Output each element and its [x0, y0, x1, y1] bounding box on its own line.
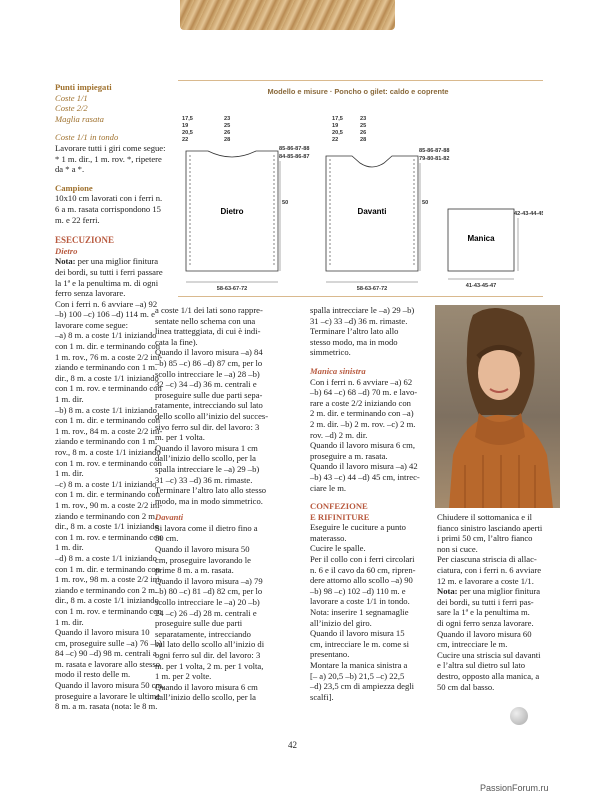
- dietro-side-top: 85-86-87-88: [279, 146, 310, 152]
- dietro-side-top2: 84-85-86-87: [279, 154, 310, 160]
- dietro-label: Dietro: [220, 207, 244, 216]
- column-2: [155, 305, 300, 703]
- nota-paragraph: [55, 256, 175, 298]
- confezione-body: Eseguire le cuciture a punto materasso. Cucire le spalle. Per il collo con i ferri circolari n. 6 e il cavo da 60 cm, ripren- dere attorno allo scollo –a) 90 –b) 98 –c) 102 –d) 110 m. e lavorare a coste 1/1 in tondo. Nota: inserire 1 segnamaglie all’inizio del giro. Quando il lavoro misura 15 cm, intrecciare le m. come si presentano. Montare la manica sinistra a [– a) 20,5 –b) 21,5 –c) 22,5 –d) 23,5 cm di ampiezza degli scalfi].: [310, 522, 416, 702]
- col4-nota-label: Nota:: [437, 586, 458, 597]
- col3-body: spalla intrecciare le –a) 29 –b) 31 –c) 33 –d) 36 m. rimaste. Terminare l’altro lato allo stesso modo, ma in modo simmetrico.: [310, 305, 415, 358]
- punti-item: Maglia rasata: [55, 113, 104, 124]
- col4-nota: [437, 586, 562, 692]
- davanti-top-left-2: 20,5: [332, 130, 343, 136]
- diagram-panel: [178, 80, 543, 297]
- pattern-diagram: [178, 81, 543, 296]
- punti-item: Coste 1/1: [55, 92, 88, 103]
- confezione-title: CONFEZIONE E RIFINITURE: [310, 501, 370, 522]
- dietro-top-left-0: 17,5: [182, 116, 193, 122]
- punti-title: Punti impiegati: [55, 82, 112, 92]
- manica-side: 42-43-44-45: [514, 211, 543, 217]
- davanti-height: 50: [422, 200, 429, 206]
- campione-text: 10x10 cm lavorati con i ferri n. 6 a m. rasata corrispondono 15 m. e 22 ferri.: [55, 193, 163, 225]
- davanti-schema: [326, 116, 449, 292]
- col2-body: a coste 1/1 dei lati sono rappre- sentate nello schema con una linea tratteggiata, di cui è indi- cata la fine). Quando il lavoro misura –a) 84 –b) 85 –c) 86 –d) 87 cm, per lo scollo intrecciare le –a) 28 –b) 32 –c) 34 –d) 36 m. centrali e proseguire sulle due parti sepa- ratamente, intrecciando sul lato dello scollo all’inizio del succes- sivo ferro sul dir. del lavoro: 3 m. per 1 volta. Quando il lavoro misura 1 cm dall’inizio dello scollo, per la spalla intrecciare le –a) 29 –b) 31 –c) 33 –d) 36 m. rimaste. Terminare l’altro lato allo stesso modo, ma in modo simmetrico.: [155, 305, 269, 506]
- davanti-side-top: 85-86-87-88: [419, 148, 450, 154]
- davanti-label: Davanti: [357, 207, 387, 216]
- dietro-top-right-1: 25: [224, 123, 231, 129]
- yarn-ball-icon: [510, 707, 528, 725]
- diagram-title: Modello e misure · Poncho o gilet: caldo e coprente: [267, 87, 449, 96]
- model-photo-illustration: [435, 305, 560, 508]
- davanti-top-left-0: 17,5: [332, 116, 343, 122]
- manica-bottom: 41-43-45-47: [465, 283, 497, 289]
- dietro-top-right-0: 23: [224, 116, 231, 122]
- column-3: [310, 305, 425, 702]
- tondo-title: Coste 1/1 in tondo: [55, 132, 119, 143]
- watermark: PassionForum.ru: [480, 783, 549, 793]
- punti-item: Coste 2/2: [55, 103, 88, 114]
- manica-label: Manica: [467, 234, 495, 243]
- column-4: [437, 512, 562, 692]
- davanti-title: Davanti: [155, 512, 184, 523]
- dietro-top-left-3: 22: [182, 137, 189, 143]
- esecuzione-title: ESECUZIONE: [55, 235, 115, 246]
- davanti-top-right-3: 28: [360, 137, 367, 143]
- manica-title: Manica sinistra: [310, 365, 366, 376]
- dietro-top-right-3: 28: [224, 137, 231, 143]
- davanti-side-top2: 79-80-81-82: [419, 156, 450, 162]
- dietro-top-left-2: 20,5: [182, 130, 193, 136]
- col4-body: Chiudere il sottomanica e il fianco sinistro lasciando aperti i primi 50 cm, l’altro fianco non si cuce. Per ciascuna striscia di allac- ciatura, con i ferri n. 6 avviare 12 m. e lavorare a coste 1/1.: [437, 512, 543, 586]
- davanti-body: Si lavora come il dietro fino a 50 cm. Quando il lavoro misura 50 cm, proseguire lavorando le prime 8 m. a m. rasata. Quando il lavoro misura –a) 79 –b) 80 –c) 81 –d) 82 cm, per lo scollo intrecciare le –a) 20 –b) 24 –c) 26 –d) 28 m. centrali e proseguire sulle due parti separatamente, intrecciando sul lato dello scollo all’inizio di ogni ferro sul dir. del lavoro: 3 m. per 1 volta, 2 m. per 1 volta, 1 m. per 2 volte. Quando il lavoro misura 6 cm dall’inizio dello scollo, per la: [155, 522, 265, 703]
- header-knit-photo: [180, 0, 395, 30]
- dietro-top-right-2: 26: [224, 130, 231, 136]
- davanti-top-right-1: 25: [360, 123, 367, 129]
- esecuzione-body: Con i ferri n. 6 avviare –a) 92 –b) 100 –c) 106 –d) 114 m. e lavorare come segue: –a) 8 m. a coste 1/1 iniziando con 1 m. dir. e terminando con 1 m. rov., 76 m. a coste 2/2 ini- ziando e terminando con 1 m. dir., 8 m. a coste 1/1 iniziando con 1 m. rov. e terminando con 1 m. dir. –b) 8 m. a coste 1/1 iniziando con 1 m. dir. e terminando con 1 m. rov., 84 m. a coste 2/2 ini- ziando e terminando con 1 m. rov., 8 m. a coste 1/1 iniziando con 1 m. rov. e terminando con 1 m. dir. –c) 8 m. a coste 1/1 iniziando con 1 m. dir. e terminando con 1 m. rov., 90 m. a coste 2/2 ini- ziando e terminando con 2 m. dir., 8 m. a coste 1/1 iniziando con 1 m. rov. e terminando con 1 m. dir. –d) 8 m. a coste 1/1 iniziando con 1 m. dir. e terminando con 1 m. rov., 98 m. a coste 2/2 ini- ziando e terminando con 2 m. dir., 8 m. a coste 1/1 iniziando con 1 m. rov. e terminando con 1 m. dir. Quando il lavoro misura 10 cm, proseguire sulle –a) 76 –b) 84 –c) 90 –d) 98 m. centrali a m. rasata e lavorare allo stesso modo il resto delle m. Quando il lavoro misura 50 cm, proseguire a lavorare le ultime 8 m. a m. rasata (nota: le 8 m.: [55, 298, 165, 712]
- dietro-top-left-1: 19: [182, 123, 189, 129]
- col4-nota-text: per una miglior finitura dei bordi, su tutti i ferri pas- sare la 1ª e la penultima m. di ogni ferro senza lavorare. Quando il lavoro misura 60 cm, intrecciare le m. Cucire una striscia sul davanti e l’altra sul dietro sul lato destro, opposto alla manica, a 50 cm dal basso.: [437, 586, 541, 692]
- model-photo: [435, 305, 560, 508]
- nota-label: Nota:: [55, 256, 76, 267]
- dietro-schema: [182, 116, 309, 292]
- davanti-bottom: 58-63-67-72: [356, 286, 388, 292]
- davanti-top-left-3: 22: [332, 137, 339, 143]
- davanti-top-left-1: 19: [332, 123, 339, 129]
- nota-text: per una miglior finitura dei bordi, su tutti i ferri passare la 1ª e la penultima m. di ogni ferro senza lavorare.: [55, 256, 163, 299]
- tondo-text: Lavorare tutti i giri come segue: * 1 m. dir., 1 m. rov. *, ripetere da * a *.: [55, 142, 166, 175]
- campione-title: Campione: [55, 182, 93, 193]
- davanti-top-right-0: 23: [360, 116, 367, 122]
- dietro-subtitle: Dietro: [55, 245, 78, 256]
- dietro-bottom: 58-63-67-72: [216, 286, 248, 292]
- dietro-height: 50: [282, 200, 289, 206]
- manica-body: Con i ferri n. 6 avviare –a) 62 –b) 64 –c) 68 –d) 70 m. e lavo- rare a coste 2/2 iniziando con 2 m. dir. e terminando con –a) 2 m. dir. –b) 2 m. rov. –c) 2 m. rov. –d) 2 m. dir. Quando il lavoro misura 6 cm, proseguire a m. rasata. Quando il lavoro misura –a) 42 –b) 43 –c) 44 –d) 45 cm, intrec- ciare le m.: [310, 376, 420, 493]
- page-number: 42: [288, 740, 297, 750]
- davanti-top-right-2: 26: [360, 130, 367, 136]
- manica-schema: [448, 209, 543, 289]
